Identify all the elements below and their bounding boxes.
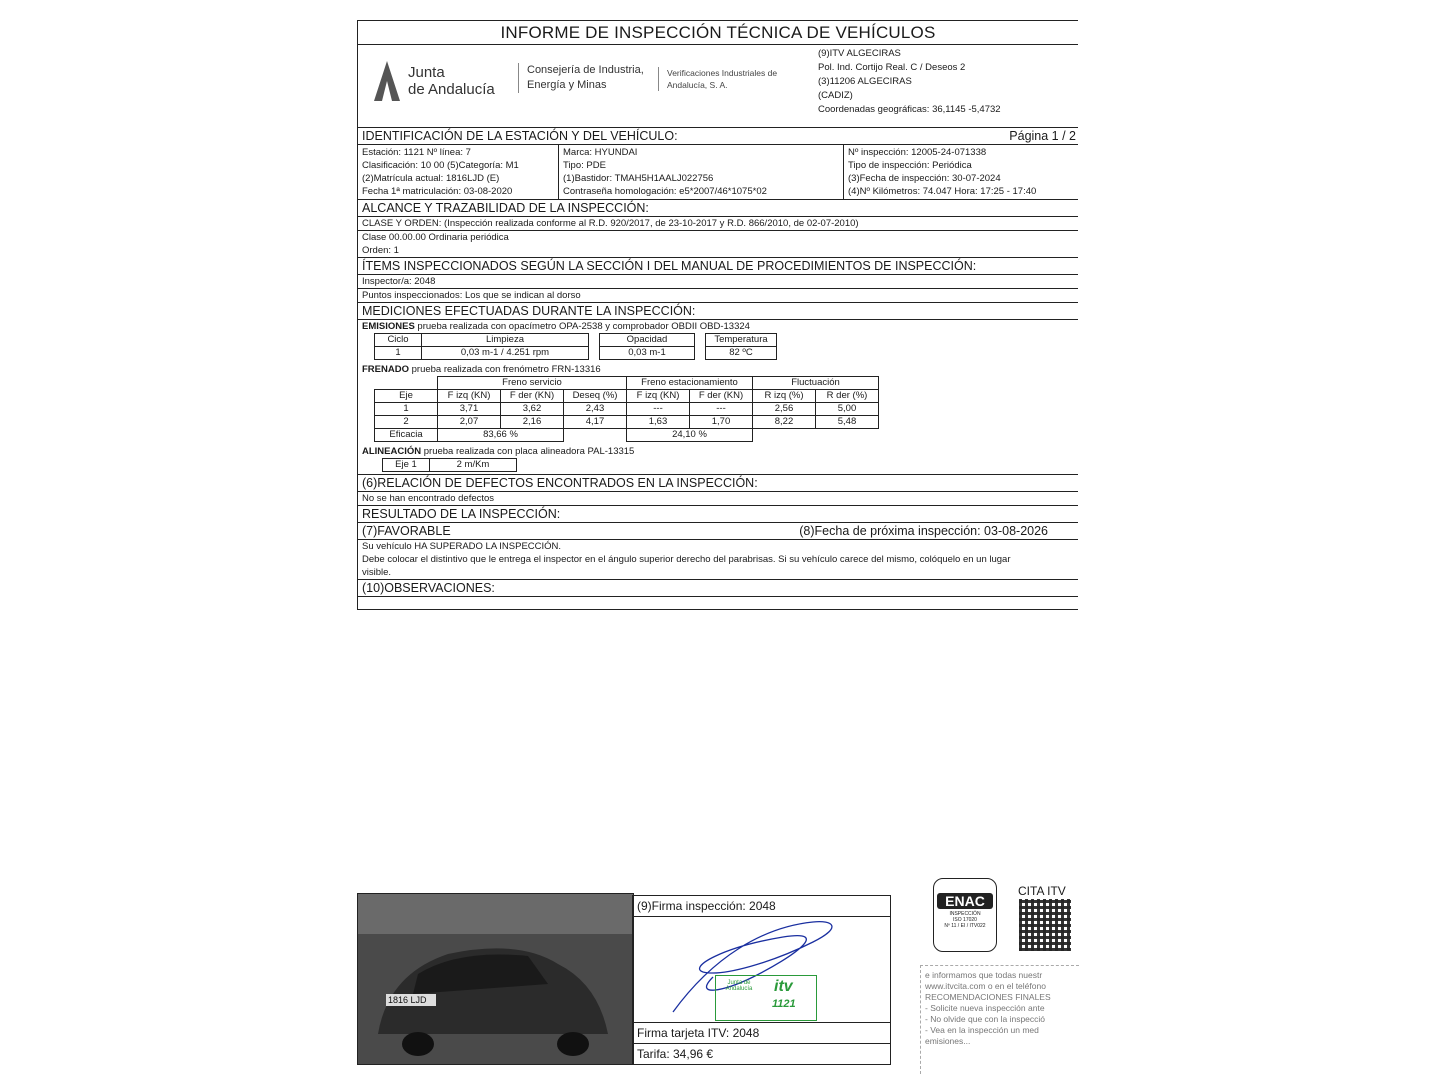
qr-code-icon[interactable] xyxy=(1019,899,1071,951)
observaciones-body xyxy=(358,597,1078,609)
clase: Clase 00.00.00 Ordinaria periódica xyxy=(362,232,509,243)
receipt-line: www.itvcita.com o en el teléfono xyxy=(925,981,1046,991)
receipt-line: emisiones... xyxy=(925,1036,971,1046)
car-photo-image xyxy=(358,894,633,1064)
blank-cell xyxy=(753,429,879,442)
plate-text: 1816 LJD xyxy=(388,995,427,1005)
receipt-line: e informamos que todas nuestr xyxy=(925,970,1043,980)
section-mediciones: MEDICIONES EFECTUADAS DURANTE LA INSPECCIÓN: xyxy=(358,302,1078,320)
cell: 2,56 xyxy=(753,403,816,416)
section-items: ÍTEMS INSPECCIONADOS SEGÚN LA SECCIÓN I DEL MANUAL DE PROCEDIMIENTOS DE INSPECCIÓN: xyxy=(358,257,1078,275)
ident-col-vehicle xyxy=(558,145,843,199)
enac-line: Nº 11 / EI / ITV022 xyxy=(944,923,986,929)
th-rizq: R izq (%) xyxy=(753,390,816,403)
consejeria-line2: Energía y Minas xyxy=(527,79,607,91)
firma-inspeccion: (9)Firma inspección: 2048 xyxy=(633,896,890,917)
cell: 2,43 xyxy=(564,403,627,416)
section-observaciones: (10)OBSERVACIONES: xyxy=(358,579,1078,597)
table-row xyxy=(375,403,879,416)
alineacion-value: 2 m/Km xyxy=(430,459,517,472)
ident-col-inspection xyxy=(843,145,1078,199)
frenado-desc xyxy=(362,363,1074,376)
inspection-report xyxy=(357,20,1078,610)
th-fluctuacion: Fluctuación xyxy=(753,377,879,390)
cell: 1 xyxy=(375,403,438,416)
address-line: (9)ITV ALGECIRAS xyxy=(818,48,901,59)
th-fder: F der (KN) xyxy=(501,390,564,403)
address-line: Coordenadas geográficas: 36,1145 -5,4732 xyxy=(818,104,1001,115)
mediciones-body xyxy=(358,320,1078,474)
ident-field: Nº inspección: 12005-24-071338 xyxy=(848,147,987,158)
frenado-text: prueba realizada con frenómetro FRN-13316 xyxy=(408,364,601,375)
signature-area xyxy=(633,917,890,1022)
emisiones-table xyxy=(374,333,589,360)
enac-line: INSPECCIÓN xyxy=(949,911,981,917)
ident-field: Clasificación: 10 00 (5)Categoría: M1 xyxy=(362,160,519,171)
ident-field: (3)Fecha de inspección: 30-07-2024 xyxy=(848,173,1001,184)
enac-logo: ENAC xyxy=(937,893,993,909)
th-fder-est: F der (KN) xyxy=(690,390,753,403)
cell: 2,16 xyxy=(501,416,564,429)
itv-stamp xyxy=(715,975,817,1021)
report-header xyxy=(358,45,1078,127)
th-fizq: F izq (KN) xyxy=(438,390,501,403)
alineacion-table xyxy=(382,458,517,472)
eficacia-estacionamiento: 24,10 % xyxy=(627,429,753,442)
val-limpieza: 0,03 m-1 / 4.251 rpm xyxy=(422,347,589,360)
proxima-inspeccion: (8)Fecha de próxima inspección: 03-08-2026 xyxy=(799,524,1048,538)
frenado-table xyxy=(374,376,879,442)
cell: 3,71 xyxy=(438,403,501,416)
th-freno-estacionamiento: Freno estacionamiento xyxy=(627,377,753,390)
emisiones-desc xyxy=(362,320,1074,333)
inspector: Inspector/a: 2048 xyxy=(358,275,1078,289)
val-ciclo: 1 xyxy=(375,347,422,360)
section-resultado: RESULTADO DE LA INSPECCIÓN: xyxy=(358,505,1078,523)
resultado-line: Debe colocar el distintivo que le entrega el inspector en el ángulo superior derecho del parabrisas. Si su vehículo carece del mismo, colóquelo en un lugar xyxy=(362,554,1011,565)
orden: Orden: 1 xyxy=(362,245,399,256)
receipt-line: - Solicite nueva inspección ante xyxy=(925,1003,1045,1013)
ident-field: (1)Bastidor: TMAH5H1AALJ022756 xyxy=(563,173,714,184)
firma-box xyxy=(632,895,891,1065)
alineacion-text: prueba realizada con placa alineadora PAL-13315 xyxy=(421,446,635,457)
ident-field: Tipo de inspección: Periódica xyxy=(848,160,972,171)
alineacion-desc xyxy=(362,445,1074,458)
tarifa: Tarifa: 34,96 € xyxy=(637,1047,714,1061)
eficacia-row xyxy=(375,429,879,442)
blank-cell xyxy=(375,377,438,390)
cell: 5,00 xyxy=(816,403,879,416)
emisiones-label: EMISIONES xyxy=(362,321,415,332)
stamp-itv: itv xyxy=(774,978,793,995)
station-address xyxy=(818,47,1001,117)
defectos-text: No se han encontrado defectos xyxy=(362,493,495,504)
address-line: Pol. Ind. Cortijo Real. C / Deseos 2 xyxy=(818,62,966,73)
cell: --- xyxy=(690,403,753,416)
th-fizq-est: F izq (KN) xyxy=(627,390,690,403)
resultado-line: Su vehículo HA SUPERADO LA INSPECCIÓN. xyxy=(362,541,562,552)
section-title: IDENTIFICACIÓN DE LA ESTACIÓN Y DEL VEHÍCULO: xyxy=(362,129,678,143)
cita-itv-label: CITA ITV xyxy=(1018,884,1066,898)
cell: 1,63 xyxy=(627,416,690,429)
firma-tarjeta: Firma tarjeta ITV: 2048 xyxy=(633,1022,890,1044)
alineacion-eje: Eje 1 xyxy=(383,459,430,472)
receipt-line: RECOMENDACIONES FINALES xyxy=(925,992,1051,1002)
junta-line2: de Andalucía xyxy=(408,81,495,98)
ident-field: Marca: HYUNDAI xyxy=(563,147,638,158)
consejeria-logo xyxy=(518,63,644,93)
clase-orden: CLASE Y ORDEN: (Inspección realizada conforme al R.D. 920/2017, de 23-10-2017 y R.D. 866/2010, de 02-07-2010) xyxy=(358,217,1078,231)
page-number: Página 1 / 2 xyxy=(1009,129,1076,143)
ident-field: Estación: 1121 Nº línea: 7 xyxy=(362,147,471,158)
cell: 3,62 xyxy=(501,403,564,416)
section-defectos: (6)RELACIÓN DE DEFECTOS ENCONTRADOS EN LA INSPECCIÓN: xyxy=(358,474,1078,492)
section-identificacion xyxy=(358,127,1078,145)
emisiones-text: prueba realizada con opacímetro OPA-2538 y comprobador OBDII OBD-13324 xyxy=(414,321,750,332)
ident-grid xyxy=(358,145,1078,200)
report-title: INFORME DE INSPECCIÓN TÉCNICA DE VEHÍCULOS xyxy=(358,21,1078,45)
th-temperatura: Temperatura xyxy=(706,334,777,347)
address-line: (CADIZ) xyxy=(818,90,853,101)
cell: 8,22 xyxy=(753,416,816,429)
section-alcance: ALCANCE Y TRAZABILIDAD DE LA INSPECCIÓN: xyxy=(358,200,1078,217)
receipt-line: - No olvide que con la inspecció xyxy=(925,1014,1046,1024)
junta-a-icon xyxy=(372,59,402,103)
temperatura-table xyxy=(705,333,777,360)
resultado-favorable: (7)FAVORABLE xyxy=(362,524,451,538)
enac-badge xyxy=(933,878,997,952)
verificaciones-line2: Andalucía, S. A. xyxy=(667,80,728,90)
receipt-line: - Vea en la inspección un med xyxy=(925,1025,1039,1035)
th-opacidad: Opacidad xyxy=(600,334,695,347)
ident-field: (2)Matrícula actual: 1816LJD (E) xyxy=(362,173,500,184)
emisiones-tables xyxy=(374,333,1074,360)
address-line: (3)11206 ALGECIRAS xyxy=(818,76,912,87)
ident-field: Fecha 1ª matriculación: 03-08-2020 xyxy=(362,186,513,197)
enac-line: ISO 17020 xyxy=(953,917,977,923)
cell: 2,07 xyxy=(438,416,501,429)
eficacia-label: Eficacia xyxy=(375,429,438,442)
th-rder: R der (%) xyxy=(816,390,879,403)
resultado-line: visible. xyxy=(362,567,392,578)
eficacia-servicio: 83,66 % xyxy=(438,429,564,442)
val-opacidad: 0,03 m-1 xyxy=(600,347,695,360)
th-freno-servicio: Freno servicio xyxy=(438,377,627,390)
cell: 2 xyxy=(375,416,438,429)
vehicle-photo xyxy=(357,893,634,1065)
cell: 1,70 xyxy=(690,416,753,429)
th-limpieza: Limpieza xyxy=(422,334,589,347)
verificaciones-line1: Verificaciones Industriales de xyxy=(667,68,778,78)
th-ciclo: Ciclo xyxy=(375,334,422,347)
junta-logo xyxy=(372,59,495,103)
stamp-num: 1121 xyxy=(772,998,796,1010)
cell: 5,48 xyxy=(816,416,879,429)
alineacion-label: ALINEACIÓN xyxy=(362,446,422,457)
th-deseq: Deseq (%) xyxy=(564,390,627,403)
stamp-junta: Junta de Andalucía xyxy=(725,980,753,992)
puntos: Puntos inspeccionados: Los que se indican al dorso xyxy=(362,290,581,301)
blank-cell xyxy=(564,429,627,442)
table-row xyxy=(375,416,879,429)
consejeria-line1: Consejería de Industria, xyxy=(527,64,644,76)
val-temperatura: 82 ºC xyxy=(706,347,777,360)
frenado-label: FRENADO xyxy=(362,364,409,375)
ident-field: Contraseña homologación: e5*2007/46*1075*02 xyxy=(563,186,767,197)
ident-col-station xyxy=(358,145,558,199)
ident-field: Tipo: PDE xyxy=(563,160,606,171)
th-eje: Eje xyxy=(375,390,438,403)
resultado-status xyxy=(358,523,1078,540)
ident-field: (4)Nº Kilómetros: 74.047 Hora: 17:25 - 17:40 xyxy=(848,186,1037,197)
cell: 4,17 xyxy=(564,416,627,429)
verificaciones-logo xyxy=(658,67,777,91)
cell: --- xyxy=(627,403,690,416)
opacidad-table xyxy=(599,333,695,360)
receipt-fragment xyxy=(920,965,1079,1074)
junta-line1: Junta xyxy=(408,64,445,81)
